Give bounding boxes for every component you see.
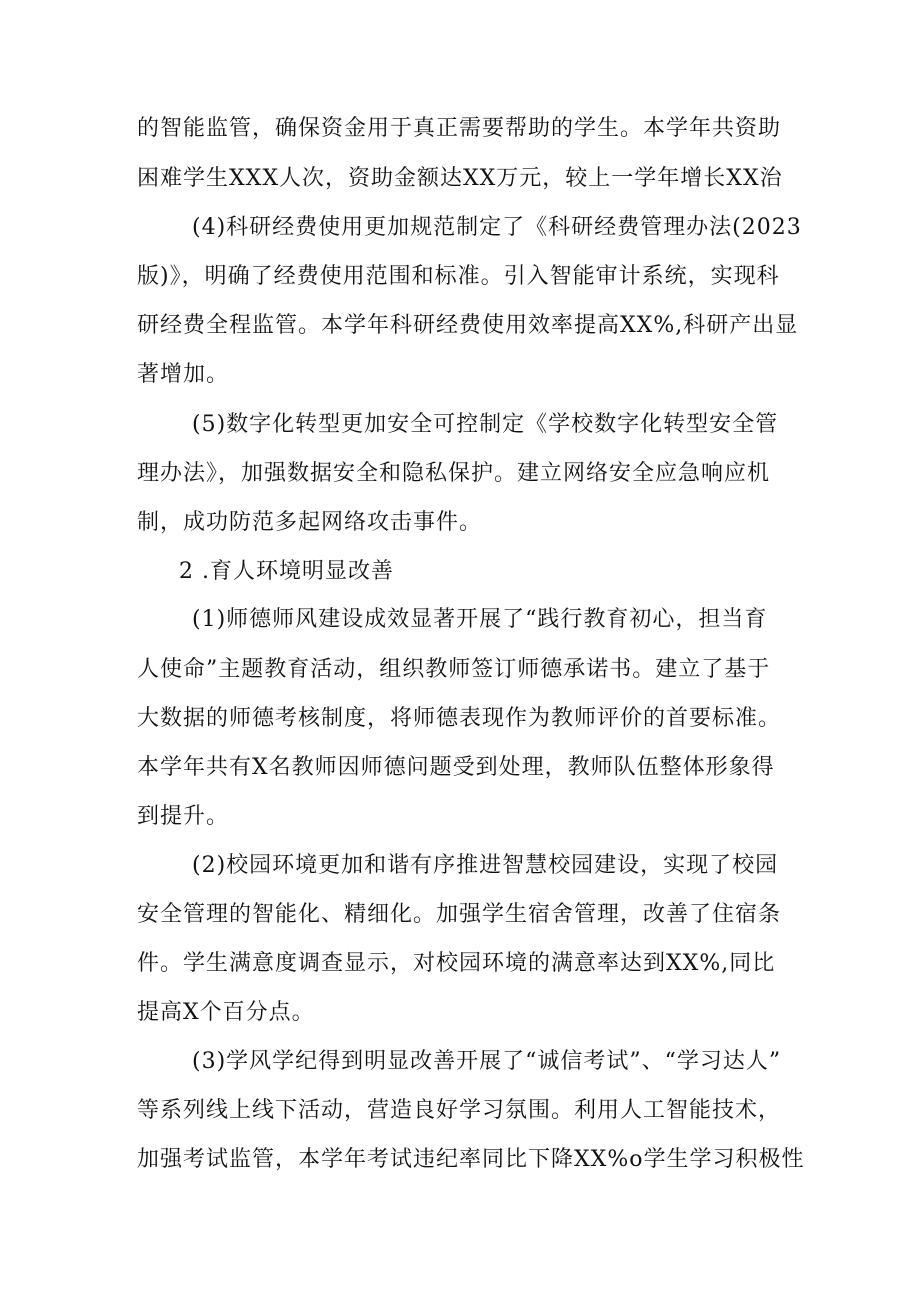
text-line: 件。学生满意度调查显示，对校园环境的满意率达到XX%,同比 bbox=[137, 951, 776, 976]
text-line: 大数据的师德考核制度，将师德表现作为教师评价的首要标准。 bbox=[137, 706, 782, 731]
text-line: 提高X个百分点。 bbox=[137, 1000, 315, 1025]
text-line: (5)数字化转型更加安全可控制定《学校数字化转型安全管 bbox=[192, 412, 779, 437]
text-line: (4)科研经费使用更加规范制定了《科研经费管理办法(2023 bbox=[192, 215, 802, 240]
text-line: (3)学风学纪得到明显改善开展了“诚信考试”、“学习达人” bbox=[192, 1049, 782, 1074]
text-line: (1)师德师风建设成效显著开展了“践行教育初心，担当育 bbox=[192, 607, 768, 632]
text-line: 理办法》，加强数据安全和隐私保护。建立网络安全应急响应机 bbox=[137, 461, 771, 486]
text-line: 到提升。 bbox=[137, 804, 230, 829]
text-line: 的智能监管，确保资金用于真正需要帮助的学生。本学年共资助 bbox=[137, 116, 782, 141]
text-line: 人使命”主题教育活动，组织教师签订师德承诺书。建立了基于 bbox=[137, 657, 771, 682]
text-line: 制，成功防范多起网络攻击事件。 bbox=[137, 510, 483, 535]
section-heading: 2 .育人环境明显改善 bbox=[179, 559, 394, 584]
text-line: 困难学生XXX人次，资助金额达XX万元，较上一学年增长XX治 bbox=[137, 166, 783, 191]
text-line: 著增加。 bbox=[137, 362, 230, 387]
text-line: 加强考试监管，本学年考试违纪率同比下降XX%o学生学习积极性 bbox=[137, 1147, 805, 1172]
text-line: 等系列线上线下活动，营造良好学习氛围。利用人工智能技术， bbox=[137, 1098, 782, 1123]
text-line: (2)校园环境更加和谐有序推进智慧校园建设，实现了校园 bbox=[192, 853, 779, 878]
text-line: 本学年共有X名教师因师德问题受到处理，教师队伍整体形象得 bbox=[137, 755, 775, 780]
text-line: 研经费全程监管。本学年科研经费使用效率提高XX%,科研产出显 bbox=[137, 313, 799, 338]
text-line: 安全管理的智能化、精细化。加强学生宿舍管理，改善了住宿条 bbox=[137, 902, 782, 927]
text-line: 版)》，明确了经费使用范围和标准。引入智能审计系统，实现科 bbox=[137, 264, 780, 289]
